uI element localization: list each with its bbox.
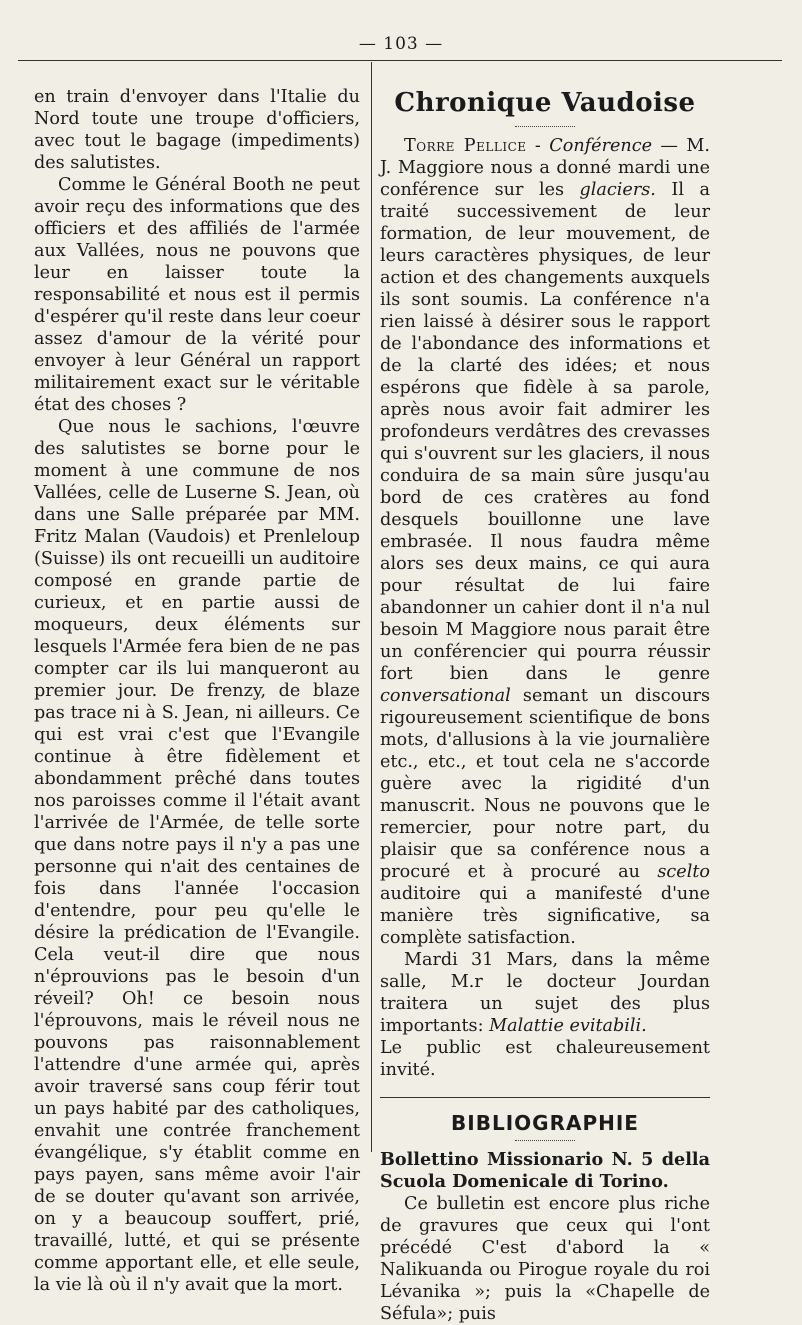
- left-paragraph-3: Que nous le sachions, l'œuvre des salutistes se borne pour le moment à une commune de nos Vallées, celle de Luserne S. Jean, où dans une Salle préparée par MM. Fritz Malan (Vaudois) et Prenleloup (Suisse) ils ont recueilli un auditoire composé en grande partie de curieux, et en partie aussi de moqueurs, deux éléments sur lesquels l'Armée fera bien de ne pas compter car ils lui manqueront au premier jour. De frenzy, de blaze pas trace ni à S. Jean, ni ailleurs. Ce qui est vrai c'est que l'Evangile continue à être fidèlement et abondamment prêché dans toutes nos paroisses comme il l'était avant l'arrivée de l'Armée, de telle sorte que dans notre pays il n'y a pas une personne qui n'ait des centaines de fois dans l'année l'occasion d'entendre, pour peu qu'elle le désire la prédication de l'Evangile. Cela veut-il dire que nous n'éprouvions pas le besoin d'un réveil? Oh! ce besoin nous l'éprouvons, mais le réveil nous ne pouvons pas raisonnablement l'attendre d'une armée qui, après avoir traversé sans coup férir tout un pays habité par des catholiques, envahit une contrée franchement évangélique, s'y établit comme en pays payen, sans même avoir l'air de se douter qu'avant son arrivée, on y a beaucoup souffert, prié, travaillé, lutté, et qui se présente comme apportant elle, et elle seule, la vie là où il n'y avait que la mort.: [34, 417, 360, 1295]
- chronique-scelto: scelto: [657, 862, 710, 882]
- chronique-conversational: conversational: [380, 686, 511, 706]
- left-paragraph-1: en train d'envoyer dans l'Italie du Nord toute une troupe d'officiers, avec tout le bagage (impediments) des salutistes.: [34, 87, 360, 173]
- bibliographie-entry-text: Ce bulletin est encore plus riche de gravures que ceux qui l'ont précédé C'est d'abord la « Nalikuanda ou Pirogue royale du roi Lévanika »; puis la «Chapelle de Séfula»; puis: [380, 1194, 710, 1324]
- bibliographie-rule: [380, 1097, 710, 1098]
- chronique-glaciers: glaciers.: [579, 180, 656, 200]
- bibliographie-ornament: [515, 1140, 575, 1141]
- left-column: [34, 86, 360, 1296]
- chronique-dash: —: [652, 136, 678, 156]
- column-divider: [371, 62, 372, 1152]
- title-ornament: [515, 126, 575, 127]
- chronique-p2-topic: Malattie evitabili.: [489, 1016, 647, 1036]
- chronique-topic: Conférence: [549, 136, 652, 156]
- header-rule: [18, 60, 782, 61]
- chronique-paragraph-1: [380, 135, 710, 949]
- chronique-paragraph-3: Le public est chaleureusement invité.: [380, 1038, 710, 1080]
- chronique-p2-text: Mardi 31 Mars, dans la même salle, M.r le docteur Jourdan traitera un sujet des plus importants:: [380, 950, 710, 1036]
- chronique-text-a: M. J. Maggiore nous a donné mardi une conférence sur les: [380, 136, 711, 200]
- chronique-title: Chronique Vaudoise: [394, 88, 696, 118]
- chronique-place: Torre Pellice: [404, 136, 527, 156]
- chronique-text-d: auditoire qui a manifesté d'une manière très significative, sa complète satisfaction.: [380, 884, 710, 948]
- right-column: [380, 86, 710, 1325]
- chronique-sep: -: [526, 136, 550, 156]
- chronique-paragraph-2: [380, 949, 710, 1037]
- bibliographie-entry-title: Bollettino Missionario N. 5 della Scuola Domenicale di Torino.: [380, 1149, 710, 1192]
- page-number: — 103 —: [358, 34, 444, 54]
- bibliographie-title: BIBLIOGRAPHIE: [451, 1111, 639, 1135]
- left-paragraph-2: Comme le Général Booth ne peut avoir reçu des informations que des officiers et des affiliés de l'armée aux Vallées, nous ne pouvons que leur en laisser toute la responsabilité et nous est il permis d'espérer qu'il reste dans leur coeur assez d'amour de la vérité pour envoyer à leur Général un rapport militairement exact sur le véritable état des choses ?: [34, 175, 360, 415]
- chronique-text-b: Il a traité successivement de leur formation, de leur mouvement, de leurs caractères physiques, de leur action et des changements auxquels ils sont soumis. La conférence n'a rien laissé à désirer sous le rapport de l'abondance des informations et de la clarté des idées; et nous espérons que fidèle à sa parole, après nous avoir fait admirer les profondeurs verdâtres des crevasses qui s'ouvrent sur les glaciers, il nous conduira de sa main sûre jusqu'au bord de ces cratères au fond desquels bouillonne une lave embrasée. Il nous faudra même alors ses deux mains, ce qui aura pour résultat de lui faire abandonner un cahier dont il n'a nul besoin M Maggiore nous parait être un conférencier qui pourra réussir fort bien dans le genre: [380, 180, 710, 684]
- chronique-text-c: semant un discours rigoureusement scientifique de bons mots, d'allusions à la vie journalière etc., etc., et tout cela ne s'accorde guère avec la rigidité d'un manuscrit. Nous ne pouvons que le remercier, pour notre part, du plaisir que sa conférence nous a procuré et à procuré au: [380, 686, 710, 882]
